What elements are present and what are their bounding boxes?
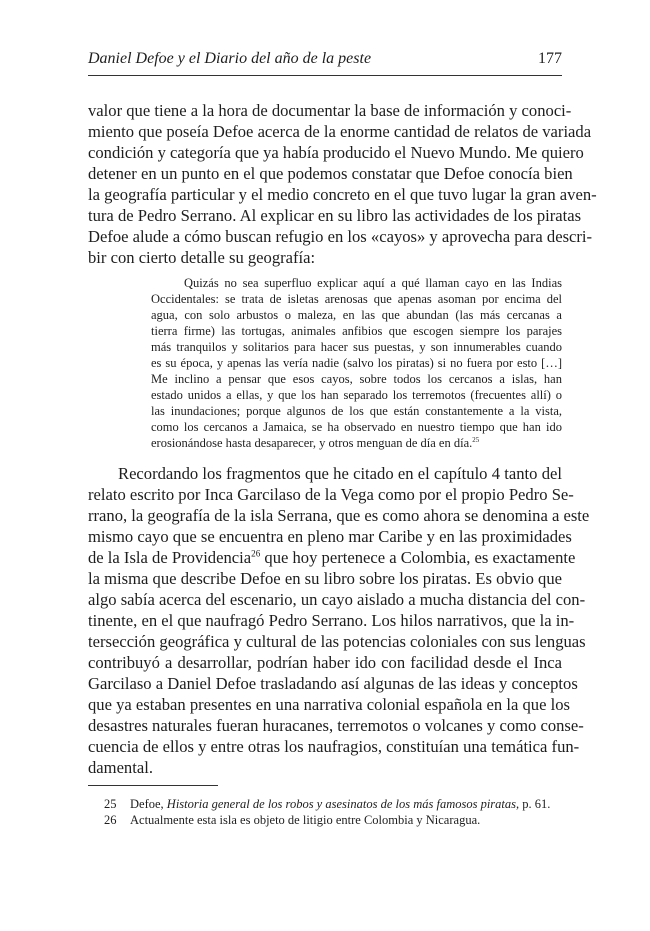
text-segment: que hoy pertenece a Colombia, es exactamente (260, 548, 576, 567)
footnote-text: p. 61. (519, 797, 551, 811)
text-segment: de la Isla de Providencia (88, 548, 252, 567)
footnote (104, 812, 564, 828)
text-line: desastres naturales fueran huracanes, terremotos o volcanes y como conse- (88, 716, 584, 735)
text-line: valor que tiene a la hora de documentar la base de información y conoci- (88, 101, 572, 120)
footnote-cited-title: Historia general de los robos y asesinatos de los más famosos piratas, (166, 797, 520, 811)
quote-line: agua, con solo arbustos o maleza, en las que abundan (las más cercanas a (151, 308, 562, 322)
quote-line: tierra firme) las tortugas, animales anfibios que escogen siempre los parajes (151, 324, 562, 338)
quote-line (151, 436, 562, 451)
text-line: damental. (88, 758, 153, 777)
text-line: algo sabía acerca del escenario, un cayo aislado a mucha distancia del con- (88, 590, 586, 609)
text-line: que ya estaban presentes en una narrativa colonial española en la que los (88, 695, 570, 714)
footnote-text: Defoe, (130, 797, 167, 811)
footnote-text: Actualmente esta isla es objeto de litigio entre Colombia y Nicaragua. (130, 813, 481, 827)
quote-line: Occidentales: se trata de isletas arenosas que apenas asoman por encima del (151, 292, 562, 306)
quote-line: es su época, y apenas las vería nadie (salvo los piratas) si no fuera por esto […] (151, 356, 562, 370)
footnote-number: 25 (104, 797, 117, 811)
footnote-number: 26 (104, 813, 117, 827)
text-line: mismo cayo que se encuentra en pleno mar Caribe y en las proximidades (88, 527, 572, 546)
text-line: condición y categoría que ya había producido el Nuevo Mundo. Me quiero (88, 143, 584, 162)
text-line (88, 548, 576, 568)
text-line: relato escrito por Inca Garcilaso de la Vega como por el propio Pedro Se- (88, 485, 574, 504)
text-line: tura de Pedro Serrano. Al explicar en su libro las actividades de los piratas (88, 206, 582, 225)
quote-line: más tranquilos y solitarios para hacer sus puestas, y son innumerables cuando (151, 340, 562, 354)
text-line: Recordando los fragmentos que he citado en el capítulo 4 tanto del (118, 464, 562, 483)
text-line: bir con cierto detalle su geografía: (88, 248, 316, 267)
quote-line: como los cercanos a Jamaica, se ha observado en nuestro tiempo que han ido (151, 420, 562, 434)
quote-line: Quizás no sea superfluo explicar aquí a qué llaman cayo en las Indias (184, 276, 562, 290)
text-line: Garcilaso a Daniel Defoe trasladando así algunas de las ideas y conceptos (88, 674, 578, 693)
footnote (104, 796, 564, 812)
text-line: miento que poseía Defoe acerca de la enorme cantidad de relatos de variada (88, 122, 592, 141)
text-line: la geografía particular y el medio concreto en el que tuvo lugar la gran aven- (88, 185, 597, 204)
text-line: contribuyó a desarrollar, podrían haber ido con facilidad desde el Inca (88, 653, 562, 672)
quote-line: Me inclino a pensar que esos cayos, sobre todos los cercanos a islas, han (151, 372, 562, 386)
header-title: Daniel Defoe y el Diario del año de la peste (88, 50, 372, 67)
text-line: Defoe alude a cómo buscan refugio en los «cayos» y aprovecha para descri- (88, 227, 593, 246)
text-line: tinente, en el que naufragó Pedro Serrano. Los hilos narrativos, que la in- (88, 611, 575, 630)
footnote-rule (88, 785, 218, 786)
footnote-ref: 25 (472, 436, 480, 444)
text-line: tersección geográfica y cultural de las potencias coloniales con sus lenguas (88, 632, 586, 651)
text-line: cuencia de ellos y entre otras los naufragios, constituían una temática fun- (88, 737, 580, 756)
page-number: 177 (538, 50, 562, 67)
text-line: la misma que describe Defoe en su libro sobre los piratas. Es obvio que (88, 569, 562, 588)
footnote-ref: 26 (251, 548, 261, 559)
quote-line-text: erosionándose hasta desaparecer, y otros menguan de día en día. (151, 436, 473, 450)
text-line: detener en un punto en el que podemos constatar que Defoe conocía bien (88, 164, 573, 183)
quote-line: las inundaciones; porque algunos de los que están constantemente a la vista, (151, 404, 562, 418)
header-rule (88, 75, 562, 76)
text-line: rrano, la geografía de la isla Serrana, que es como ahora se denomina a este (88, 506, 590, 525)
quote-line: estado unidos a ellas, y que los han separado los terremotos (frecuentes allí) o (151, 388, 562, 402)
